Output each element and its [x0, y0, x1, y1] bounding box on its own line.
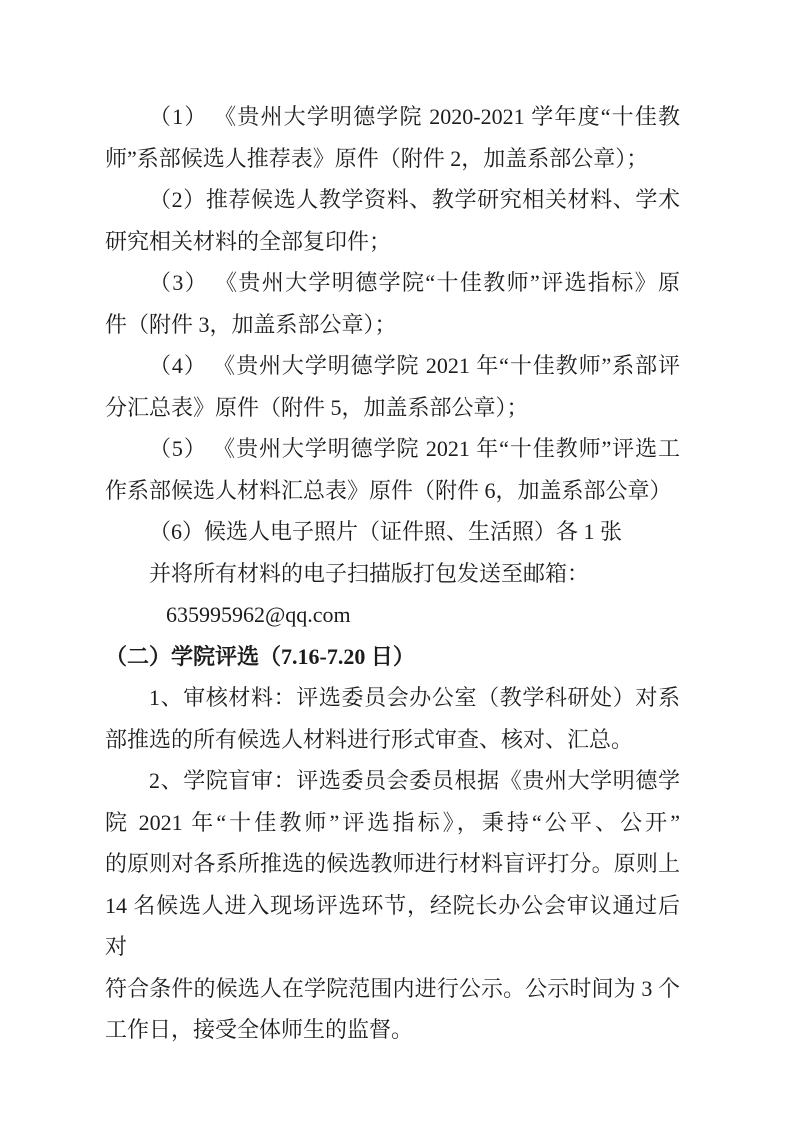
text-line: 作系部候选人材料汇总表》原件（附件 6，加盖系部公章） — [105, 477, 672, 503]
text-line: （6）候选人电子照片（证件照、生活照）各 1 张 — [149, 519, 623, 544]
text-line: （1） 《贵州大学明德学院 2020-2021 学年度“十佳教 — [149, 104, 680, 129]
text-line: 分汇总表》原件（附件 5，加盖系部公章）； — [105, 394, 529, 420]
text-line: （5） 《贵州大学明德学院 2021 年“十佳教师”评选工 — [149, 436, 680, 461]
text-line: （4） 《贵州大学明德学院 2021 年“十佳教师”系部评 — [149, 353, 680, 378]
text-line: 研究相关材料的全部复印件； — [105, 228, 392, 254]
text-line: 14 名候选人进入现场评选环节，经院长办公会审议通过后对 — [105, 892, 680, 959]
text-line: （3） 《贵州大学明德学院“十佳教师”评选指标》原 — [149, 270, 680, 295]
section-heading: （二）学院评选（7.16-7.20 日） — [105, 643, 415, 669]
text-line: 师”系部候选人推荐表》原件（附件 2，加盖系部公章）； — [105, 145, 649, 171]
text-line: 并将所有材料的电子扫描版打包发送至邮箱： — [149, 560, 590, 586]
text-line: 的原则对各系所推选的候选教师进行材料盲评打分。原则上 — [105, 851, 680, 876]
document-text-block — [105, 96, 680, 1051]
text-line: 件（附件 3，加盖系部公章）； — [105, 311, 397, 337]
text-line: 2、学院盲审：评选委员会委员根据《贵州大学明德学 — [149, 768, 680, 793]
text-line: 1、审核材料：评选委员会办公室（教学科研处）对系 — [149, 685, 680, 710]
email-address: 635995962@qq.com — [166, 602, 351, 627]
text-line: （2）推荐候选人教学资料、教学研究相关材料、学术 — [149, 187, 680, 212]
text-line: 工作日，接受全体师生的监督。 — [105, 1017, 414, 1042]
text-line: 院 2021 年“十佳教师”评选指标》，秉持“公平、公开” — [105, 809, 680, 835]
text-line: 符合条件的候选人在学院范围内进行公示。公示时间为 3 个 — [105, 975, 680, 1001]
text-line: 部推选的所有候选人材料进行形式审查、核对、汇总。 — [105, 726, 634, 752]
